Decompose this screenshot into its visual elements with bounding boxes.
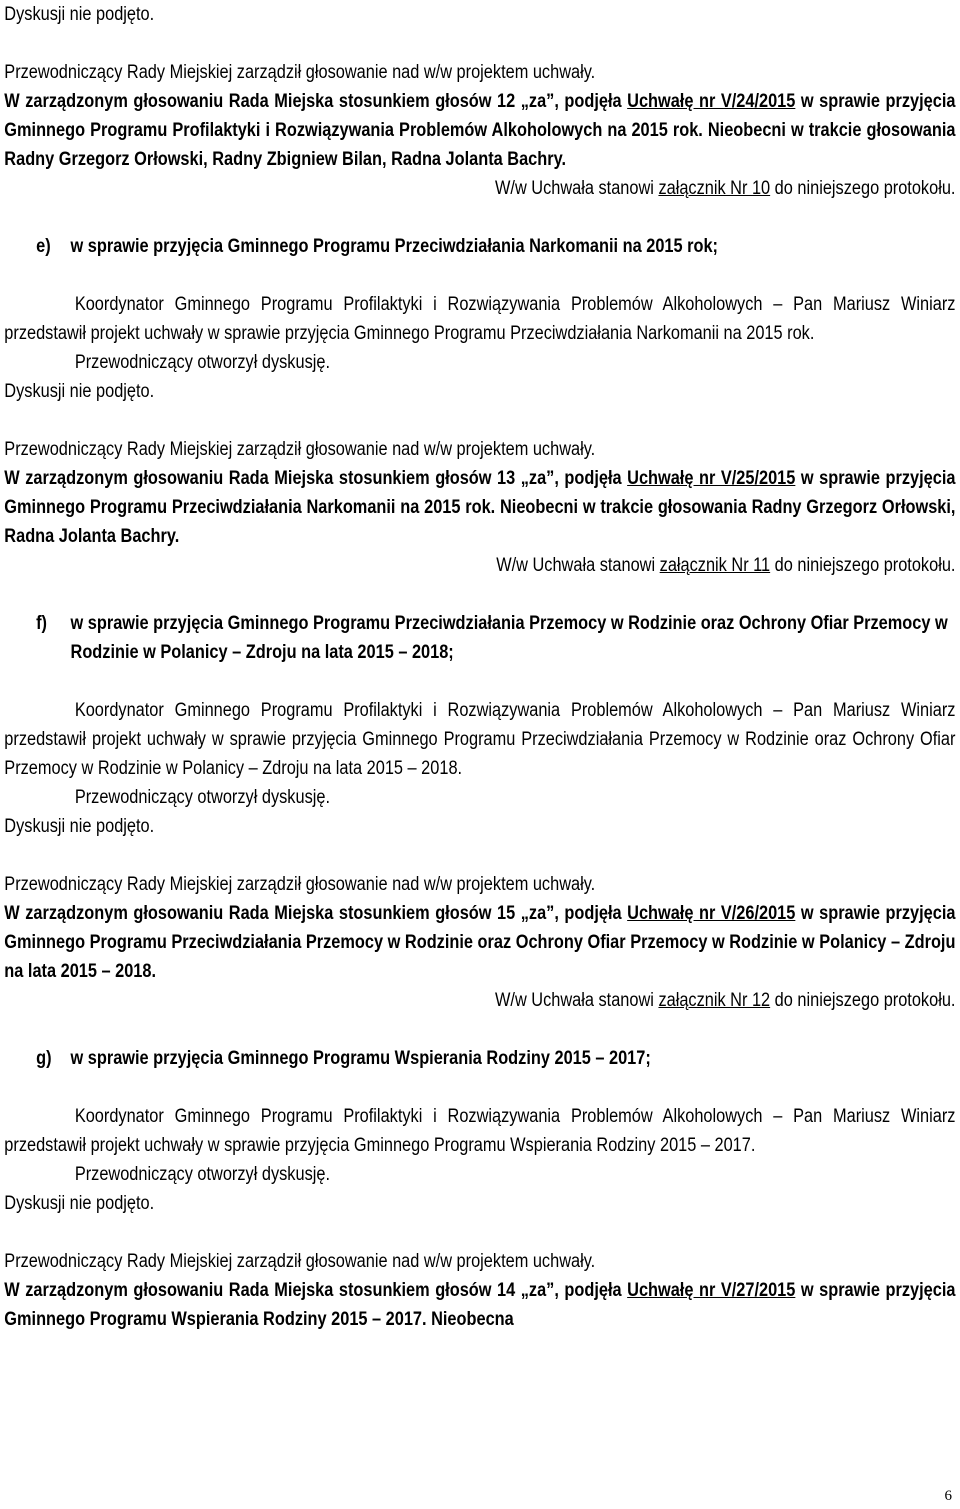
- chair-vote-text: Przewodniczący Rady Miejskiej zarządził głosowanie nad w/w projektem uchwały.: [4, 1251, 596, 1272]
- attachment-note: W/w Uchwała stanowi załącznik Nr 10 do niniejszego protokołu.: [494, 178, 956, 199]
- attachment-note: W/w Uchwała stanowi załącznik Nr 12 do niniejszego protokołu.: [494, 990, 956, 1011]
- no-discussion-text: Dyskusji nie podjęto.: [4, 381, 155, 402]
- no-discussion-text: Dyskusji nie podjęto.: [4, 1193, 155, 1214]
- resolution-link[interactable]: Uchwałę nr V/26/2015: [627, 903, 796, 924]
- page-number: 6: [944, 1488, 952, 1504]
- discussion-opened: Przewodniczący otworzył dyskusję.: [74, 1164, 330, 1185]
- vote-result-pre: W zarządzonym głosowaniu Rada Miejska stosunkiem głosów 12 „za”, podjęła: [4, 91, 628, 112]
- resolution-link[interactable]: Uchwałę nr V/25/2015: [627, 468, 796, 489]
- chair-vote-text: Przewodniczący Rady Miejskiej zarządził głosowanie nad w/w projektem uchwały.: [4, 439, 596, 460]
- no-discussion-text: Dyskusji nie podjęto.: [4, 816, 155, 837]
- resolution-link[interactable]: Uchwałę nr V/27/2015: [627, 1280, 796, 1301]
- section-intro: Koordynator Gminnego Programu Profilaktyki i Rozwiązywania Problemów Alkoholowych – Pan Mariusz Winiarz przedstawił projekt uchwały w sprawie przyjęcia Gminnego Programu Wspierania Rodziny 2015 – 2017.: [4, 1106, 956, 1156]
- resolution-link[interactable]: Uchwałę nr V/24/2015: [627, 91, 796, 112]
- section-heading-f: f) w sprawie przyjęcia Gminnego Programu Przeciwdziałania Przemocy w Rodzinie oraz Ochrony Ofiar Przemocy w Rodzinie w Polanicy – Zdroju na lata 2015 – 2018;: [36, 613, 948, 663]
- discussion-opened: Przewodniczący otworzył dyskusję.: [74, 787, 330, 808]
- vote-result-post: w sprawie przyjęcia Gminnego Programu Profilaktyki i Rozwiązywania Problemów Alkoholowych na 2015 rok. Nieobecni w trakcie głosowania Radny Grzegorz Orłowski, Radny Zbigniew Bilan, Radna Jolanta Bachry.: [4, 91, 956, 170]
- section-intro: Koordynator Gminnego Programu Profilaktyki i Rozwiązywania Problemów Alkoholowych – Pan Mariusz Winiarz przedstawił projekt uchwały w sprawie przyjęcia Gminnego Programu Przeciwdziałania Przemocy w Rodzinie oraz Ochrony Ofiar Przemocy w Rodzinie w Polanicy – Zdroju na lata 2015 – 2018.: [4, 700, 956, 779]
- vote-result-paragraph: [4, 87, 955, 174]
- vote-result-paragraph: W zarządzonym głosowaniu Rada Miejska stosunkiem głosów 13 „za”, podjęła Uchwałę nr V/25/2015 w sprawie przyjęcia Gminnego Programu Przeciwdziałania Narkomanii na 2015 rok. Nieobecni w trakcie głosowania Radny Grzegorz Orłowski, Radna Jolanta Bachry.: [4, 468, 956, 547]
- chair-vote-text: Przewodniczący Rady Miejskiej zarządził głosowanie nad w/w projektem uchwały.: [4, 62, 596, 83]
- vote-result-paragraph: W zarządzonym głosowaniu Rada Miejska stosunkiem głosów 14 „za”, podjęła Uchwałę nr V/27/2015 w sprawie przyjęcia Gminnego Programu Wspierania Rodziny 2015 – 2017. Nieobecna: [4, 1280, 956, 1330]
- vote-result-paragraph: W zarządzonym głosowaniu Rada Miejska stosunkiem głosów 15 „za”, podjęła Uchwałę nr V/26/2015 w sprawie przyjęcia Gminnego Programu Przeciwdziałania Przemocy w Rodzinie oraz Ochrony Ofiar Przemocy w Rodzinie w Polanicy – Zdroju na lata 2015 – 2018.: [4, 903, 956, 982]
- section-heading-g: g) w sprawie przyjęcia Gminnego Programu Wspierania Rodziny 2015 – 2017;: [36, 1048, 651, 1069]
- attachment-link[interactable]: załącznik Nr 11: [659, 555, 771, 576]
- attachment-link[interactable]: załącznik Nr 10: [658, 178, 771, 199]
- chair-vote-text: Przewodniczący Rady Miejskiej zarządził głosowanie nad w/w projektem uchwały.: [4, 874, 596, 895]
- no-discussion-text: Dyskusji nie podjęto.: [4, 4, 155, 25]
- attachment-link[interactable]: załącznik Nr 12: [658, 990, 771, 1011]
- section-intro: Koordynator Gminnego Programu Profilaktyki i Rozwiązywania Problemów Alkoholowych – Pan Mariusz Winiarz przedstawił projekt uchwały w sprawie przyjęcia Gminnego Programu Przeciwdziałania Narkomanii na 2015 rok.: [4, 294, 956, 344]
- attachment-note: W/w Uchwała stanowi załącznik Nr 11 do niniejszego protokołu.: [496, 555, 956, 576]
- section-heading-e: e) w sprawie przyjęcia Gminnego Programu Przeciwdziałania Narkomanii na 2015 rok;: [36, 236, 718, 257]
- discussion-opened: Przewodniczący otworzył dyskusję.: [74, 352, 330, 373]
